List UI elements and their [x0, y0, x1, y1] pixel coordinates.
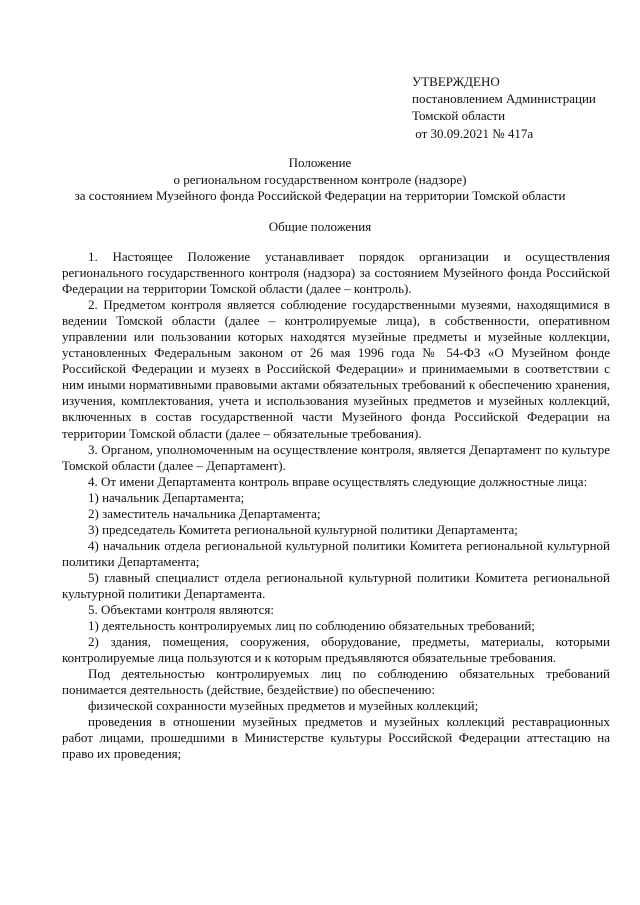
list-item-5: 5) главный специалист отдела региональной культурной политики Комитета региональной культурной политики Департамента.	[62, 569, 610, 601]
approval-line-2: постановлением Администрации	[412, 91, 596, 107]
document-body	[62, 249, 610, 763]
document-title	[40, 155, 600, 205]
paragraph-activity: Под деятельностью контролируемых лиц по соблюдению обязательных требований понимается деятельность (действие, бездействие) по обеспечению:	[62, 666, 610, 698]
paragraph-4: 4. От имени Департамента контроль вправе осуществлять следующие должностные лица:	[88, 473, 588, 489]
list-item-2: 2) заместитель начальника Департамента;	[88, 505, 321, 521]
paragraph-1: 1. Настоящее Положение устанавливает порядок организации и осуществления регионального государственного контроля (надзора) за состоянием Музейного фонда Российской Федерации на территории Томской области (далее – контроль).	[62, 249, 610, 297]
title-line-2: о региональном государственном контроле (надзоре)	[173, 171, 467, 187]
list-item-4: 4) начальник отдела региональной культурной политики Комитета региональной культурной политики Департамента;	[62, 537, 610, 569]
list-item-3: 3) председатель Комитета региональной культурной политики Департамента;	[88, 521, 518, 537]
approval-line-1: УТВЕРЖДЕНО	[412, 74, 500, 89]
activity-item-2: проведения в отношении музейных предметов и музейных коллекций реставрационных работ лицами, прошедшими в Министерстве культуры Российской Федерации аттестацию на право их проведения;	[62, 714, 610, 762]
list-item-1: 1) начальник Департамента;	[88, 489, 245, 505]
paragraph-3: 3. Органом, уполномоченным на осуществление контроля, является Департамент по культуре Томской области (далее – Департамент).	[62, 441, 610, 473]
approval-line-3: Томской области	[412, 108, 506, 124]
approval-stamp	[412, 73, 596, 142]
approval-line-4: от 30.09.2021 № 417а	[412, 125, 534, 141]
title-line-1: Положение	[288, 155, 352, 170]
object-item-1: 1) деятельность контролируемых лиц по соблюдению обязательных требований;	[88, 618, 535, 634]
paragraph-5: 5. Объектами контроля являются:	[88, 602, 275, 618]
title-line-3: за состоянием Музейного фонда Российской Федерации на территории Томской области	[74, 188, 566, 203]
activity-item-1: физической сохранности музейных предметов и музейных коллекций;	[88, 698, 479, 714]
section-heading: Общие положения	[268, 219, 372, 234]
object-item-2: 2) здания, помещения, сооружения, оборудование, предметы, материалы, которыми контролируемые лица пользуются и к которым предъявляются обязательные требования.	[62, 634, 610, 666]
paragraph-2: 2. Предметом контроля является соблюдение государственными музеями, находящимися в ведении Томской области (далее – контролируемые лица), в собственности, оперативном управлении или пользовании которых находятся музейные предметы и музейные коллекции, установленных Федеральным законом от 26 мая 1996 года № 54-ФЗ «О Музейном фонде Российской Федерации и музеях в Российской Федерации» и принимаемыми в соответствии с ним иными нормативными правовыми актами обязательных требований к обеспечению хранения, изучения, комплектования, учета и использования музейных предметов и музейных коллекций, включенных в состав государственной части Музейного фонда Российской Федерации на территории Томской области (далее – обязательные требования).	[62, 297, 610, 441]
